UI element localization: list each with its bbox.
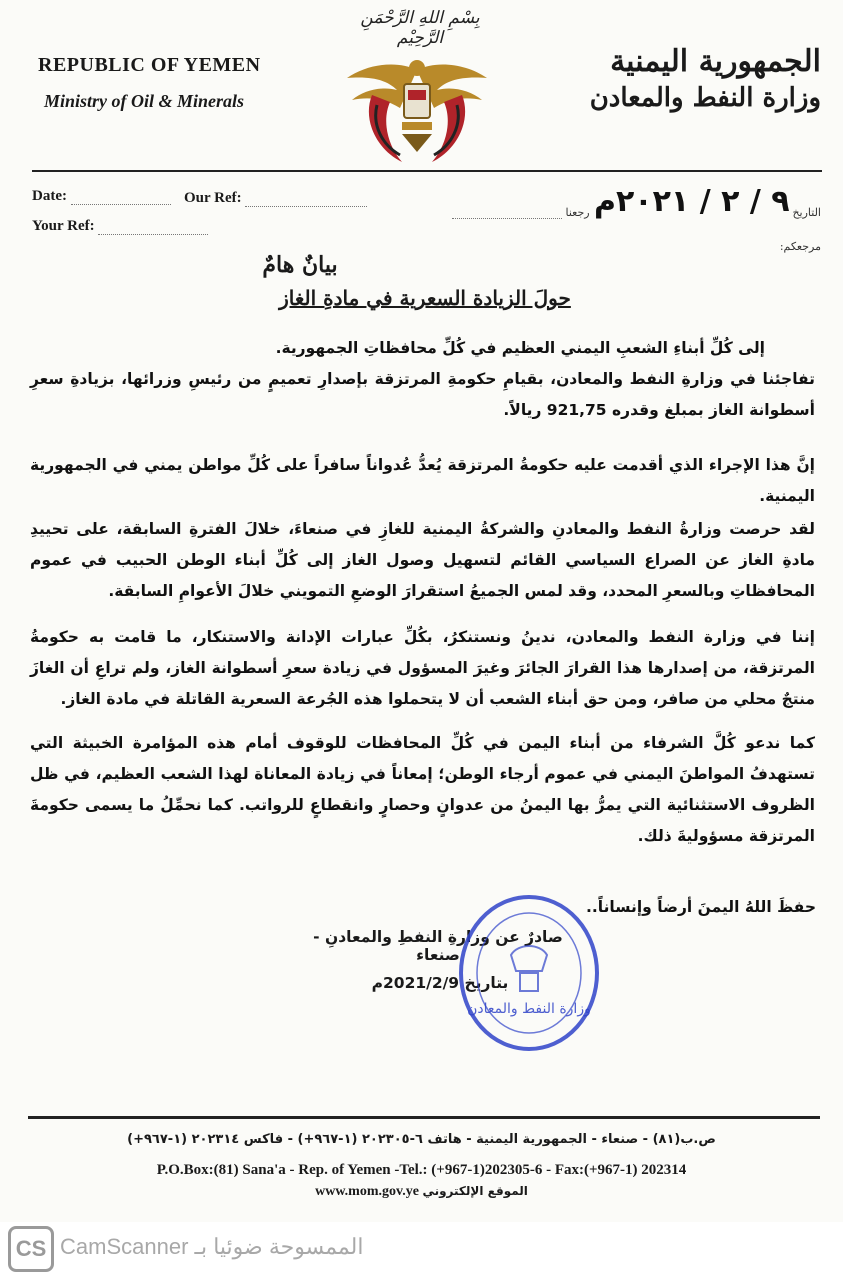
footer-website (0, 1184, 843, 1200)
your-ref-dots (98, 234, 208, 235)
yemen-emblem-icon (342, 50, 492, 168)
statement-subtitle: حولَ الزيادة السعرية في مادةِ الغاز (279, 286, 571, 310)
paragraph-3: لقد حرصت وزارةُ النفط والمعادنِ والشركةُ اليمنية للغازِ في صنعاءَ، خلالَ الفترةِ السابقة، على تحييدِ مادةِ الغاز عن الصراع السياسي القائم لتسهيل وصول الغاز إلى كُلِّ أبناء الوطن الحبيب في عموم المحافظاتِ وبالسعرِ المحدد، وقد لمس الجميعُ استقرارَ الوضعِ التمويني خلالَ الأعوامِ السابقة. (30, 520, 815, 600)
header-divider (32, 170, 822, 172)
footer-english-address: P.O.Box:(81) Sana'a - Rep. of Yemen -Tel.: (+967-1)202305-6 - Fax:(+967-1) 202314 (156, 1162, 687, 1178)
arabic-date-label: التاريخ (792, 206, 821, 219)
arabic-your-ref-label: مرجعكم: (779, 240, 821, 253)
arabic-ref-label: رجعنا (565, 206, 590, 219)
paragraph-2: إنَّ هذا الإجراء الذي أقدمت عليه حكومةُ المرتزقة يُعدُّ عُدواناً سافراً على كُلِّ مواطن يمني في الجمهورية اليمنية. (30, 456, 815, 505)
ministry-stamp-icon (456, 893, 602, 1053)
english-letterhead (38, 54, 261, 112)
arabic-letterhead (590, 44, 821, 113)
date-field (32, 188, 171, 205)
closing-line: حفظَ اللهُ اليمنَ أرضاً وإنساناً.. (586, 898, 816, 916)
basmala: بِسْمِ اللهِ الرَّحْمَنِ الرَّحِيْم (360, 8, 480, 48)
date-dots (71, 204, 171, 205)
handwritten-date: ٩ / ٢ / ٢٠٢١م (594, 184, 790, 219)
our-ref-dots (245, 206, 367, 207)
our-ref-label: Our Ref: (184, 190, 242, 206)
paragraph-5: كما ندعو كُلَّ الشرفاء من أبناء اليمن في كُلِّ المحافظات للوقوف أمام هذه المؤامرة الخبيثة التي تستهدفُ المواطنَ اليمني في عموم أرجاء الوطن؛ إمعاناً في زيادة المعاناة لهذا الشعب العظيم، في ظل الظروف الاستثنائية التي يمرُّ بها اليمنُ من عدوانٍ وحصارٍ وانقطاعٍ للرواتب. كما نحمِّلُ ما يسمى حكومةَ المرتزقة مسؤوليةَ ذلك. (30, 734, 815, 845)
camscanner-text: CamScanner الممسوحة ضوئيا بـ (60, 1234, 364, 1259)
arabic-ref-field (452, 206, 590, 219)
footer-arabic-address: ص.ب(٨١) - صنعاء - الجمهورية اليمنية - هاتف ٦-٢٠٢٣٠٥ (١-٩٦٧+) - فاكس ٢٠٢٣١٤ (١-٩٦٧+) (127, 1132, 716, 1147)
our-ref-field (184, 190, 367, 207)
english-ministry: Ministry of Oil & Minerals (44, 91, 245, 111)
paragraph-1: تفاجئنا في وزارةِ النفط والمعادن، بقيامِ حكومةِ المرتزقة بإصدارِ تعميمٍ من رئيسِ وزرائها، بزيادةِ سعرِ أسطوانة الغاز بمبلغ وقدره 921,75 ريالاً. (30, 370, 815, 419)
website-label: الموقع الإلكتروني (422, 1184, 528, 1198)
english-country: REPUBLIC OF YEMEN (38, 54, 261, 76)
your-ref-field (32, 218, 208, 235)
arabic-ref-dots (452, 218, 562, 219)
paragraph-4: إننا في وزارة النفط والمعادن، ندينُ ونستنكرُ، بكُلِّ عبارات الإدانة والاستنكار، ما قامت به حكومةُ المرتزقة، من إصدارها هذا القرارَ الجائرَ وغيرَ المسؤول في زيادة سعرِ أسطوانة الغاز، ولم تراعِ أن الغازَ منتجٌ محلي من صافر، ومن حق أبناء الشعب أن لا يتحملوا هذه الجُرعة السعرية القاتلة في مادة الغاز. (30, 628, 815, 708)
signature-date: بتاريخ 2021/2/9م (371, 974, 509, 992)
addressee-line: إلى كُلِّ أبناءِ الشعبِ اليمني العظيم في كُلِّ محافظاتِ الجمهورية. (275, 339, 765, 357)
website-url: www.mom.gov.ye (315, 1184, 419, 1199)
issuer-line: صادرٌ عن وزارةِ النفطِ والمعادنِ - صنعاء (313, 928, 563, 964)
footer-divider (28, 1116, 820, 1119)
date-label: Date: (32, 188, 67, 204)
arabic-ministry: وزارة النفط والمعادن (589, 83, 821, 113)
camscanner-watermark (0, 1222, 843, 1280)
arabic-country: الجمهورية اليمنية (610, 44, 821, 79)
camscanner-logo: CS (8, 1226, 54, 1272)
statement-title: بيانٌ هامٌ (262, 252, 338, 278)
your-ref-label: Your Ref: (32, 218, 95, 234)
stamp-text: وزارة النفط والمعادن (467, 1001, 591, 1017)
